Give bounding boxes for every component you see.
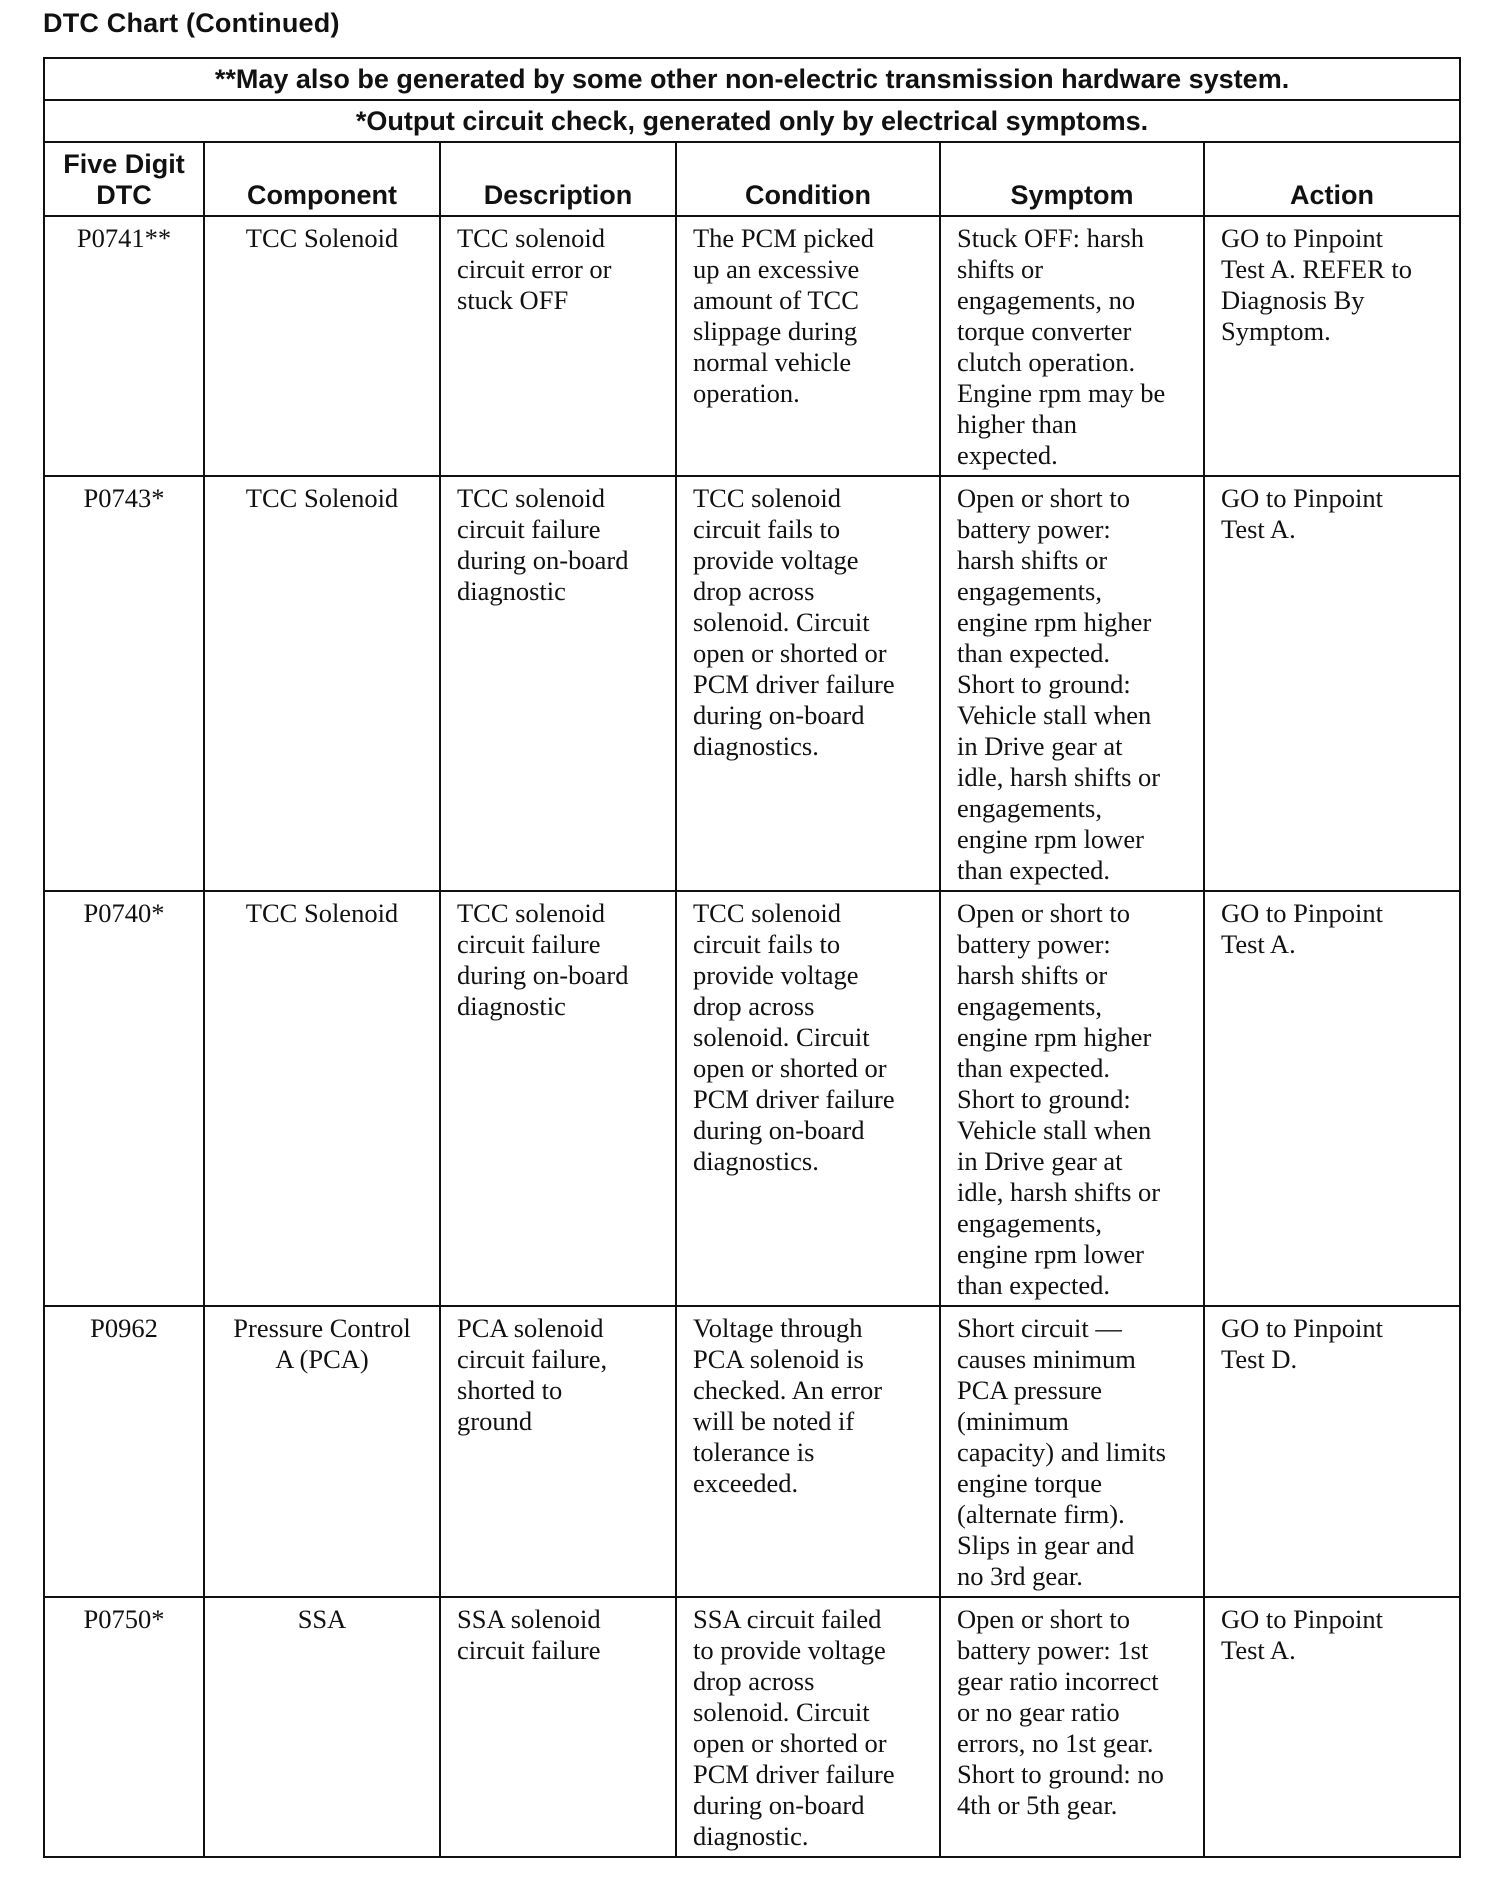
cell-symptom-line: engagements, xyxy=(957,793,1102,823)
cell-symptom-line: clutch operation. xyxy=(957,347,1136,377)
cell-condition xyxy=(676,891,940,1306)
cell-condition-line: amount of TCC xyxy=(693,285,859,315)
cell-condition-line: to provide voltage xyxy=(693,1635,886,1665)
cell-component xyxy=(204,1306,440,1597)
cell-description-line: stuck OFF xyxy=(457,285,569,315)
cell-condition-line: will be noted if xyxy=(693,1406,855,1436)
cell-dtc: P0750* xyxy=(44,1597,204,1857)
cell-description xyxy=(440,1597,676,1857)
cell-description-line: circuit failure xyxy=(457,514,601,544)
cell-condition-line: PCM driver failure xyxy=(693,1084,895,1114)
cell-symptom-line: engine torque xyxy=(957,1468,1102,1498)
cell-action-line: GO to Pinpoint xyxy=(1221,483,1383,513)
column-header-dtc-line: DTC xyxy=(96,180,152,210)
cell-symptom-line: engagements, no xyxy=(957,285,1136,315)
cell-symptom-line: engine rpm higher xyxy=(957,607,1152,637)
cell-symptom-line: Short circuit — xyxy=(957,1313,1122,1343)
table-row xyxy=(44,216,1460,476)
cell-condition-line: operation. xyxy=(693,378,800,408)
cell-condition xyxy=(676,476,940,891)
column-header-symptom: Symptom xyxy=(940,142,1204,216)
cell-symptom-line: or no gear ratio xyxy=(957,1697,1120,1727)
cell-condition-line: diagnostics. xyxy=(693,1146,819,1176)
cell-symptom-line: higher than xyxy=(957,409,1077,439)
cell-symptom-line: Stuck OFF: harsh xyxy=(957,223,1144,253)
cell-component xyxy=(204,476,440,891)
column-header-description: Description xyxy=(440,142,676,216)
cell-symptom-line: (alternate firm). xyxy=(957,1499,1125,1529)
cell-description-line: TCC solenoid xyxy=(457,483,605,513)
column-header-condition: Condition xyxy=(676,142,940,216)
cell-action xyxy=(1204,216,1460,476)
cell-condition-line: open or shorted or xyxy=(693,638,887,668)
cell-symptom-line: in Drive gear at xyxy=(957,731,1123,761)
cell-action-line: Test D. xyxy=(1221,1344,1298,1374)
cell-symptom xyxy=(940,1597,1204,1857)
cell-action-line: Test A. xyxy=(1221,1635,1296,1665)
cell-condition-line: normal vehicle xyxy=(693,347,852,377)
cell-action-line: GO to Pinpoint xyxy=(1221,1604,1383,1634)
cell-symptom-line: Short to ground: no xyxy=(957,1759,1164,1789)
cell-symptom xyxy=(940,476,1204,891)
cell-description-line: diagnostic xyxy=(457,991,566,1021)
note-single-asterisk: *Output circuit check, generated only by electrical symptoms. xyxy=(44,100,1460,142)
cell-symptom-line: no 3rd gear. xyxy=(957,1561,1083,1591)
cell-description-line: ground xyxy=(457,1406,533,1436)
cell-symptom xyxy=(940,216,1204,476)
cell-symptom-line: in Drive gear at xyxy=(957,1146,1123,1176)
column-header-component: Component xyxy=(204,142,440,216)
cell-condition-line: tolerance is xyxy=(693,1437,815,1467)
cell-condition-line: up an excessive xyxy=(693,254,860,284)
cell-condition-line: SSA circuit failed xyxy=(693,1604,882,1634)
cell-symptom-line: than expected. xyxy=(957,855,1111,885)
cell-condition-line: solenoid. Circuit xyxy=(693,607,870,637)
cell-component-line: SSA xyxy=(297,1604,347,1634)
cell-description-line: circuit failure xyxy=(457,929,601,959)
cell-condition-line: drop across xyxy=(693,1666,815,1696)
cell-condition xyxy=(676,1306,940,1597)
cell-dtc: P0740* xyxy=(44,891,204,1306)
table-row xyxy=(44,476,1460,891)
cell-symptom-line: harsh shifts or xyxy=(957,960,1108,990)
cell-symptom-line: torque converter xyxy=(957,316,1132,346)
cell-symptom-line: causes minimum xyxy=(957,1344,1136,1374)
cell-component xyxy=(204,891,440,1306)
cell-symptom-line: errors, no 1st gear. xyxy=(957,1728,1154,1758)
cell-symptom-line: 4th or 5th gear. xyxy=(957,1790,1118,1820)
column-header-action: Action xyxy=(1204,142,1460,216)
cell-description-line: diagnostic xyxy=(457,576,566,606)
table-row xyxy=(44,1306,1460,1597)
cell-description-line: during on-board xyxy=(457,545,629,575)
cell-action-line: GO to Pinpoint xyxy=(1221,1313,1383,1343)
cell-symptom-line: than expected. xyxy=(957,638,1111,668)
cell-symptom-line: Engine rpm may be xyxy=(957,378,1166,408)
cell-symptom-line: engine rpm higher xyxy=(957,1022,1152,1052)
column-header-dtc-line: Five Digit xyxy=(63,149,185,179)
cell-description xyxy=(440,476,676,891)
cell-symptom-line: battery power: xyxy=(957,929,1111,959)
note-row-single-asterisk xyxy=(44,100,1460,142)
cell-symptom-line: engine rpm lower xyxy=(957,1239,1144,1269)
cell-symptom-line: gear ratio incorrect xyxy=(957,1666,1159,1696)
cell-action xyxy=(1204,1306,1460,1597)
cell-dtc: P0962 xyxy=(44,1306,204,1597)
cell-description-line: SSA solenoid xyxy=(457,1604,601,1634)
column-header-dtc xyxy=(44,142,204,216)
cell-action-line: GO to Pinpoint xyxy=(1221,223,1383,253)
cell-condition-line: provide voltage xyxy=(693,545,859,575)
cell-condition-line: solenoid. Circuit xyxy=(693,1022,870,1052)
cell-action xyxy=(1204,476,1460,891)
cell-condition-line: checked. An error xyxy=(693,1375,883,1405)
cell-dtc: P0743* xyxy=(44,476,204,891)
cell-action xyxy=(1204,891,1460,1306)
cell-action-line: GO to Pinpoint xyxy=(1221,898,1383,928)
cell-symptom-line: (minimum xyxy=(957,1406,1069,1436)
cell-symptom-line: Open or short to xyxy=(957,1604,1130,1634)
cell-symptom-line: engagements, xyxy=(957,576,1102,606)
cell-condition-line: during on-board xyxy=(693,1790,865,1820)
cell-condition-line: PCA solenoid is xyxy=(693,1344,864,1374)
cell-symptom-line: engagements, xyxy=(957,991,1102,1021)
cell-condition-line: Voltage through xyxy=(693,1313,863,1343)
cell-description-line: shorted to xyxy=(457,1375,563,1405)
cell-description-line: circuit failure xyxy=(457,1635,601,1665)
cell-symptom-line: expected. xyxy=(957,440,1058,470)
cell-action-line: Test A. xyxy=(1221,514,1296,544)
cell-component-line: TCC Solenoid xyxy=(245,898,399,928)
cell-condition-line: PCM driver failure xyxy=(693,1759,895,1789)
cell-condition-line: open or shorted or xyxy=(693,1728,887,1758)
cell-condition-line: PCM driver failure xyxy=(693,669,895,699)
cell-component-line: A (PCA) xyxy=(275,1344,369,1374)
cell-description-line: circuit failure, xyxy=(457,1344,608,1374)
cell-description-line: TCC solenoid xyxy=(457,898,605,928)
cell-component xyxy=(204,1597,440,1857)
table-row xyxy=(44,1597,1460,1857)
cell-condition-line: TCC solenoid xyxy=(693,483,841,513)
cell-component-line: TCC Solenoid xyxy=(245,223,399,253)
cell-condition-line: during on-board xyxy=(693,700,865,730)
cell-symptom-line: engagements, xyxy=(957,1208,1102,1238)
cell-description-line: TCC solenoid xyxy=(457,223,605,253)
dtc-chart-table xyxy=(43,57,1461,1858)
cell-component-line: TCC Solenoid xyxy=(245,483,399,513)
cell-condition-line: during on-board xyxy=(693,1115,865,1145)
cell-description-line: circuit error or xyxy=(457,254,612,284)
cell-action-line: Symptom. xyxy=(1221,316,1331,346)
cell-symptom-line: than expected. xyxy=(957,1270,1111,1300)
cell-condition-line: slippage during xyxy=(693,316,858,346)
cell-action-line: Diagnosis By xyxy=(1221,285,1365,315)
cell-symptom-line: Short to ground: xyxy=(957,669,1131,699)
cell-action-line: Test A. REFER to xyxy=(1221,254,1413,284)
cell-symptom-line: Vehicle stall when xyxy=(957,700,1152,730)
cell-component xyxy=(204,216,440,476)
cell-symptom-line: Short to ground: xyxy=(957,1084,1131,1114)
cell-condition xyxy=(676,216,940,476)
page-title: DTC Chart (Continued) xyxy=(43,8,340,38)
cell-symptom-line: Open or short to xyxy=(957,898,1130,928)
cell-condition-line: solenoid. Circuit xyxy=(693,1697,870,1727)
cell-symptom-line: harsh shifts or xyxy=(957,545,1108,575)
cell-description-line: during on-board xyxy=(457,960,629,990)
cell-description xyxy=(440,216,676,476)
cell-condition-line: The PCM picked xyxy=(693,223,875,253)
cell-description xyxy=(440,1306,676,1597)
cell-condition-line: circuit fails to xyxy=(693,929,841,959)
cell-symptom-line: shifts or xyxy=(957,254,1044,284)
header-row xyxy=(44,142,1460,216)
cell-condition-line: diagnostic. xyxy=(693,1821,809,1851)
cell-condition-line: exceeded. xyxy=(693,1468,799,1498)
cell-symptom-line: Vehicle stall when xyxy=(957,1115,1152,1145)
cell-symptom xyxy=(940,1306,1204,1597)
cell-dtc: P0741** xyxy=(44,216,204,476)
note-row-double-asterisk xyxy=(44,58,1460,100)
cell-condition xyxy=(676,1597,940,1857)
cell-condition-line: circuit fails to xyxy=(693,514,841,544)
table-row xyxy=(44,891,1460,1306)
cell-symptom-line: PCA pressure xyxy=(957,1375,1103,1405)
cell-symptom-line: capacity) and limits xyxy=(957,1437,1166,1467)
cell-symptom-line: Slips in gear and xyxy=(957,1530,1135,1560)
note-double-asterisk: **May also be generated by some other non-electric transmission hardware system. xyxy=(44,58,1460,100)
cell-condition-line: open or shorted or xyxy=(693,1053,887,1083)
cell-symptom xyxy=(940,891,1204,1306)
cell-action-line: Test A. xyxy=(1221,929,1296,959)
cell-action xyxy=(1204,1597,1460,1857)
cell-symptom-line: idle, harsh shifts or xyxy=(957,762,1161,792)
cell-condition-line: drop across xyxy=(693,576,815,606)
cell-condition-line: TCC solenoid xyxy=(693,898,841,928)
cell-symptom-line: Open or short to xyxy=(957,483,1130,513)
cell-description-line: PCA solenoid xyxy=(457,1313,604,1343)
cell-symptom-line: battery power: 1st xyxy=(957,1635,1149,1665)
cell-component-line: Pressure Control xyxy=(233,1313,411,1343)
cell-symptom-line: idle, harsh shifts or xyxy=(957,1177,1161,1207)
cell-symptom-line: battery power: xyxy=(957,514,1111,544)
cell-symptom-line: engine rpm lower xyxy=(957,824,1144,854)
cell-symptom-line: than expected. xyxy=(957,1053,1111,1083)
cell-condition-line: diagnostics. xyxy=(693,731,819,761)
cell-condition-line: provide voltage xyxy=(693,960,859,990)
cell-description xyxy=(440,891,676,1306)
cell-condition-line: drop across xyxy=(693,991,815,1021)
